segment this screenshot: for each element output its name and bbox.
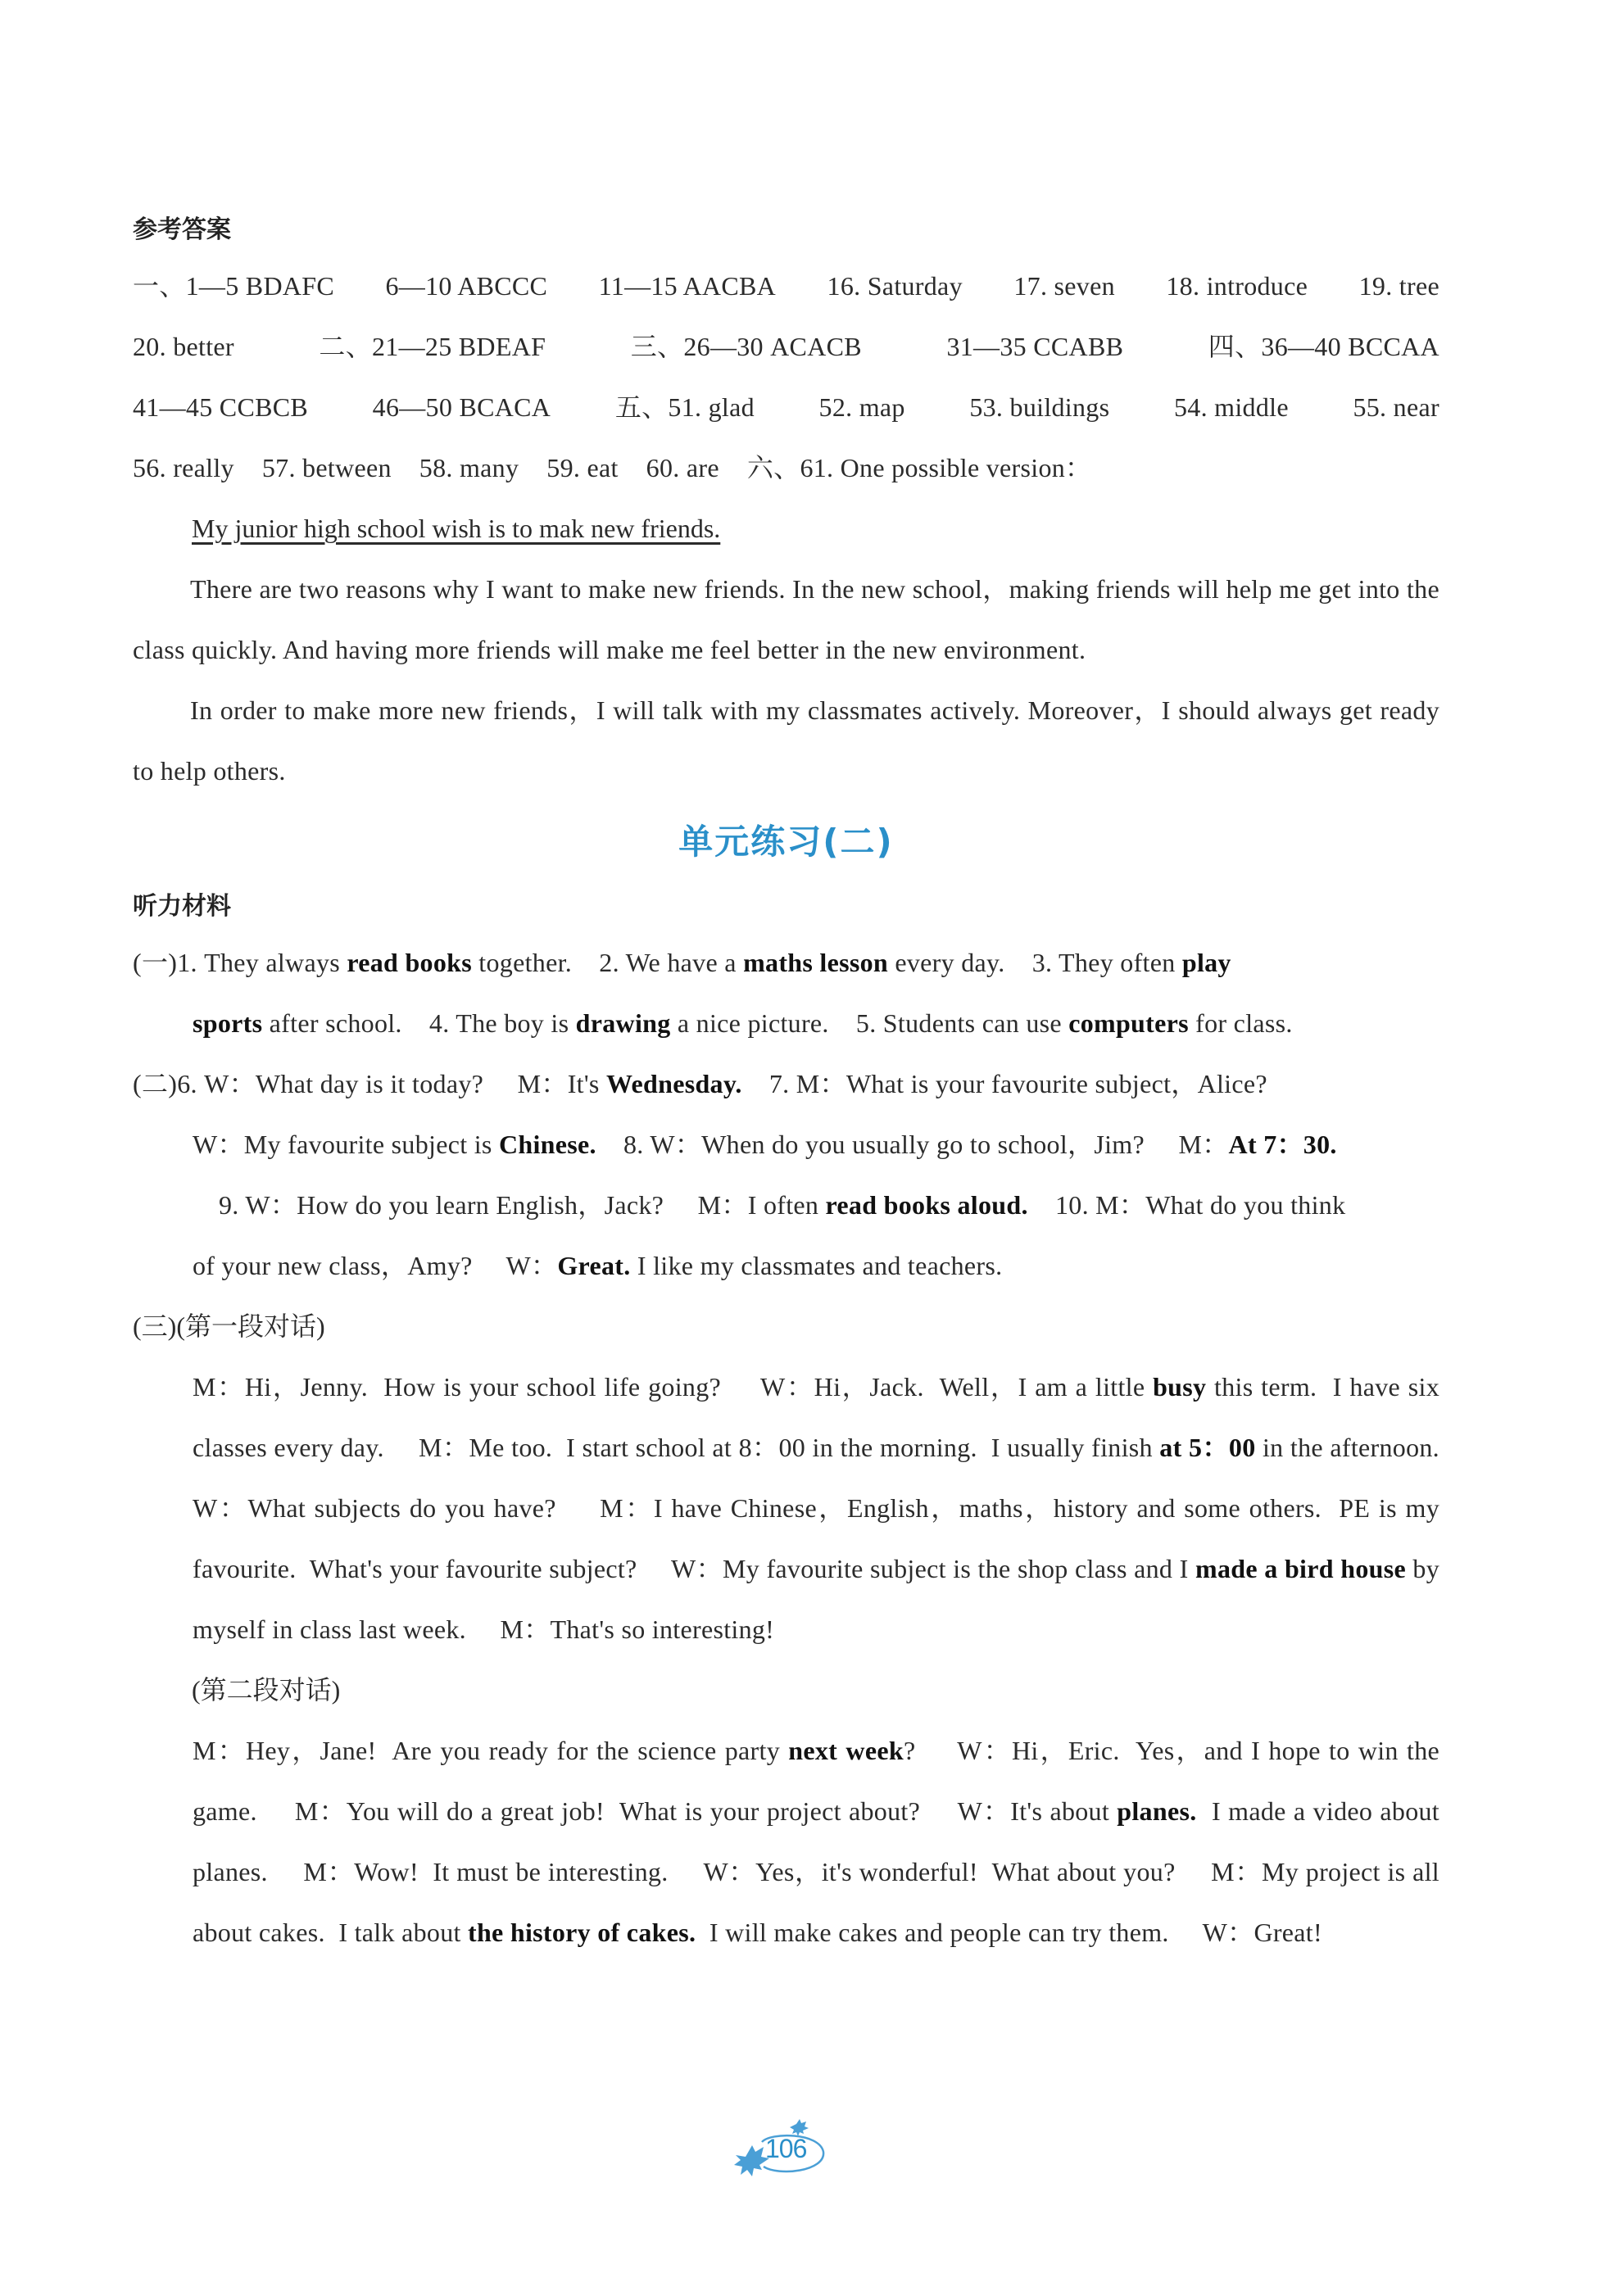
answer-item: 52. map <box>818 392 905 422</box>
answer-item: 16. Saturday <box>827 271 963 301</box>
listening-part-2 <box>133 1053 1439 1296</box>
essay-title: My junior high school wish is to mak new friends. <box>192 514 721 543</box>
answer-item: 59. eat <box>546 453 619 482</box>
answer-item: 20. better <box>133 332 234 361</box>
answer-item: 五、51. glad <box>614 392 755 422</box>
answer-item: 46—50 BCACA <box>372 392 551 422</box>
answer-item: 41—45 CCBCB <box>133 392 309 422</box>
answer-item: 58. many <box>419 453 519 482</box>
listening-part-1-line-2: sports after school. 4. The boy is drawing a nice picture. 5. Students can use computers for class. <box>193 1008 1293 1038</box>
answer-item: 二、21—25 BDEAF <box>319 332 546 361</box>
listening-part-2-line-2: W：My favourite subject is Chinese. 8. W：When do you usually go to school，Jim? M：At 7：30. <box>193 1130 1337 1159</box>
section-title-row <box>133 801 1439 881</box>
answer-item: 三、26—30 ACACB <box>630 332 862 361</box>
answer-line-4 <box>133 437 1439 498</box>
dialogue-2: M：Hey，Jane! Are you ready for the science party next week? W：Hi，Eric. Yes，and I hope to win the game. M：You will do a great job! What is your project about? W：It's about planes. I made a video about planes. M：Wow! It must be interesting. W：Yes，it's wonderful! What about you? M：My project is all about cakes. I talk about the history of cakes. I will make cakes and people can try them. W：Great! <box>193 1736 1447 1947</box>
page-number-badge <box>721 2117 860 2191</box>
answer-item: 56. really <box>133 453 234 482</box>
page-content <box>133 205 1474 1963</box>
answer-item: 53. buildings <box>969 392 1110 422</box>
answer-item: 57. between <box>261 453 392 482</box>
answer-item: 31—35 CCABB <box>946 332 1124 361</box>
answer-item: 60. are <box>646 453 719 482</box>
answer-item: 54. middle <box>1173 392 1289 422</box>
essay-paragraph-2: In order to make more new friends，I will talk with my classmates actively. Moreover，I should always get ready to help others. <box>133 695 1439 786</box>
dialogue-1: M：Hi，Jenny. How is your school life going? W：Hi，Jack. Well，I am a little busy this term. I have six classes every day. M：Me too. I start school at 8：00 in the morning. I usually finish at 5：00 in the afternoon. W：What subjects do you have? M：I have Chinese，English，maths，history and some others. PE is my favourite. What's your favourite subject? W：My favourite subject is the shop class and I made a bird house by myself in class last week. M：That's so interesting! <box>193 1372 1474 1644</box>
listening-part-1-line-1: (一)1. They always read books together. 2. We have a maths lesson every day. 3. They often play <box>133 948 1231 977</box>
answer-item: 19. tree <box>1358 271 1439 301</box>
essay-paragraph-1: There are two reasons why I want to make new friends. In the new school，making friends will help me get into the class quickly. And having more friends will make me feel better in the new environment. <box>133 574 1439 664</box>
dialogue-1-label: (三)(第一段对话) <box>133 1311 325 1341</box>
answer-line-1 <box>133 256 1439 316</box>
dialogue-2-label: (第二段对话) <box>192 1675 341 1705</box>
section-title: 单元练习(二) <box>678 822 894 862</box>
answer-item: 6—10 ABCCC <box>385 271 548 301</box>
answer-item: 一、1—5 BDAFC <box>133 271 335 301</box>
answer-item: 六、61. One possible version： <box>746 453 1092 482</box>
answers-heading: 参考答案 <box>133 215 231 244</box>
answer-item: 四、36—40 BCCAA <box>1208 332 1439 361</box>
answer-item: 55. near <box>1353 392 1439 422</box>
essay-body <box>133 559 1439 801</box>
answer-item: 17. seven <box>1013 271 1115 301</box>
listening-part-1 <box>133 932 1439 1053</box>
answer-item: 11—15 AACBA <box>598 271 777 301</box>
listening-heading: 听力材料 <box>133 892 231 921</box>
answer-line-2 <box>133 316 1439 377</box>
page-number: 106 <box>765 2134 807 2163</box>
listening-part-2-line-1: (二)6. W：What day is it today? M：It's Wednesday. 7. M：What is your favourite subject，Alice? <box>133 1069 1267 1098</box>
answer-item: 18. introduce <box>1166 271 1308 301</box>
answer-line-3 <box>133 377 1439 437</box>
listening-part-2-line-4: of your new class，Amy? W：Great. I like my classmates and teachers. <box>193 1251 1003 1280</box>
listening-part-2-line-3: 9. W：How do you learn English，Jack? M：I often read books aloud. 10. M：What do you think <box>219 1190 1346 1220</box>
